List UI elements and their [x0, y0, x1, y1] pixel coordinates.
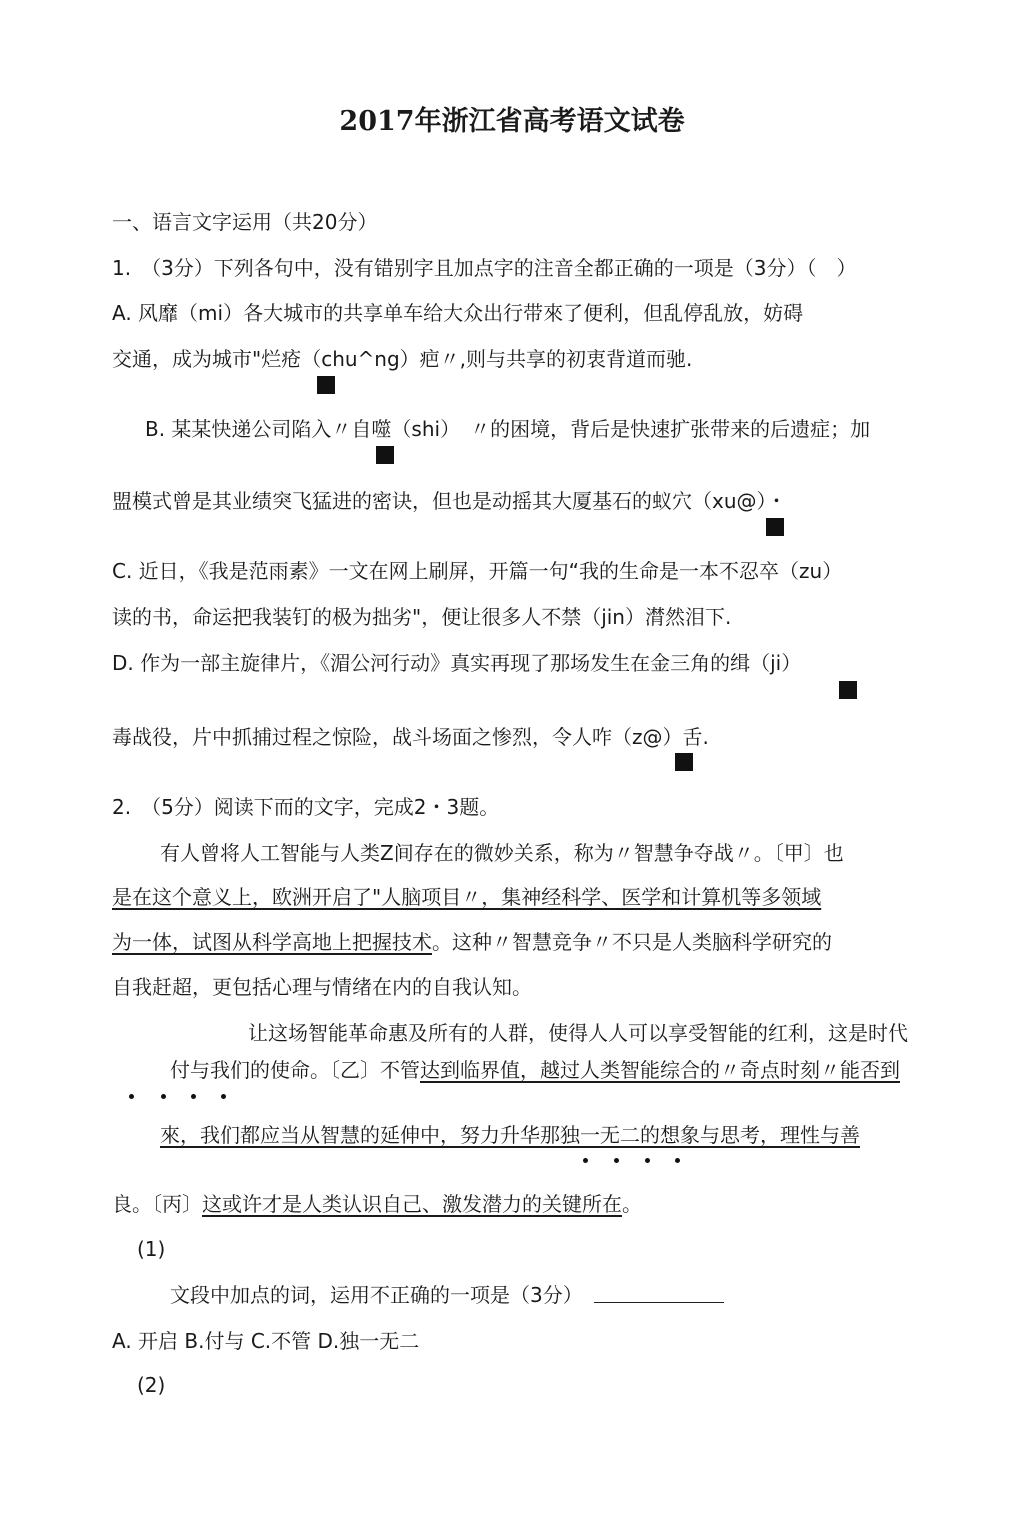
emphasis-dot-icon — [129, 1094, 134, 1099]
question-1-stem: 1. （3分）下列各句中，没有错别字且加点字的注音全都正确的一项是（3分）（ ） — [112, 256, 857, 280]
section-heading: 一、语言文字运用（共20分） — [112, 210, 378, 234]
sub-question-1-options: A. 开启 B.付与 C.不管 D.独一无二 — [112, 1329, 420, 1353]
passage-text: 良。〔丙〕 — [112, 1192, 202, 1216]
passage-para1-line4: 自我赶超，更包括心理与情绪在内的自我认知。 — [112, 975, 532, 999]
emphasis-dot-icon — [221, 1094, 226, 1099]
passage-para1-line2: 是在这个意义上，欧洲开启了"人脑项目〃，集神经科学、医学和计算机等多领域 — [112, 885, 822, 909]
mark-square-icon — [317, 376, 335, 394]
option-a-line-1: A. 风靡（mi）各大城市的共享单车给大众出行带來了便利，但乱停乱放，妨碍 — [112, 301, 804, 325]
option-c-line-1: C. 近日，《我是范雨素》一文在网上刷屏，开篇一句“我的生命是一本不忍卒（zu） — [112, 559, 843, 583]
mark-square-icon — [766, 518, 784, 536]
underlined-text: 为一体，试图从科学高地上把握技术 — [112, 930, 432, 954]
sub-question-1-text: 文段中加点的词，运用不正确的一项是（3分） — [170, 1283, 583, 1307]
mark-square-icon — [675, 753, 693, 771]
answer-blank — [594, 1302, 724, 1303]
sub-question-2-label: (2) — [137, 1373, 166, 1397]
passage-para2-line2 — [170, 1057, 900, 1083]
passage-para1-line3 — [112, 929, 832, 955]
question-2-stem: 2. （5分）阅读下而的文字，完成2・3题。 — [112, 795, 500, 819]
passage-text: 。 — [622, 1192, 642, 1216]
passage-para1-line1: 有人曾将人工智能与人类Z间存在的微妙关系，称为〃智慧争夺战〃。〔甲〕也 — [160, 841, 844, 865]
underlined-text: 这或许才是人类认识自己、激发潜力的关键所在 — [202, 1192, 622, 1216]
emphasis-dot-icon — [675, 1158, 680, 1163]
passage-para2-line4 — [112, 1191, 642, 1217]
emphasis-dot-icon — [161, 1094, 166, 1099]
passage-para2-line3: 來，我们都应当从智慧的延伸中，努力升华那独一无二的想象与思考，理性与善 — [160, 1123, 860, 1147]
underlined-text: 达到临界值，越过人类智能综合的〃奇点时刻〃能否到 — [420, 1058, 900, 1082]
mark-square-icon — [376, 446, 394, 464]
emphasis-dot-icon — [583, 1158, 588, 1163]
option-c-line-2: 读的书，命运把我装钉的极为拙劣"，便让很多人不禁（jin）潸然泪下. — [112, 605, 732, 629]
passage-text: 付与我们的使命。〔乙〕不管 — [170, 1058, 420, 1082]
emphasis-dot-icon — [614, 1158, 619, 1163]
option-d-line-2: 毒战役，片中抓捕过程之惊险，战斗场面之惨烈，令人咋（z@）舌. — [112, 725, 709, 749]
passage-para2-line1: 让这场智能革命惠及所有的人群，使得人人可以享受智能的红利，这是时代 — [248, 1021, 908, 1045]
mark-square-icon — [839, 681, 857, 699]
sub-question-1-label: (1) — [137, 1237, 166, 1261]
option-b-line-1: B. 某某快递公司陷入〃自噬（shi） 〃的困境，背后是快速扩张带来的后遗症；加 — [145, 417, 871, 441]
emphasis-dot-icon — [645, 1158, 650, 1163]
passage-text: 。这种〃智慧竞争〃不只是人类脑科学研究的 — [432, 930, 832, 954]
option-b-line-2: 盟模式曾是其业绩突飞猛进的密诀，但也是动摇其大厦基石的蚁穴（xu@）・ — [112, 489, 787, 513]
emphasis-dot-icon — [191, 1094, 196, 1099]
option-d-line-1: D. 作为一部主旋律片，《湄公河行动》真实再现了那场发生在金三角的缉（ji） — [112, 651, 802, 675]
page-title: 2017年浙江省高考语文试卷 — [339, 106, 685, 137]
option-a-line-2: 交通，成为城市"烂疮（chu^ng）疤〃,则与共享的初衷背道而驰. — [112, 347, 693, 371]
